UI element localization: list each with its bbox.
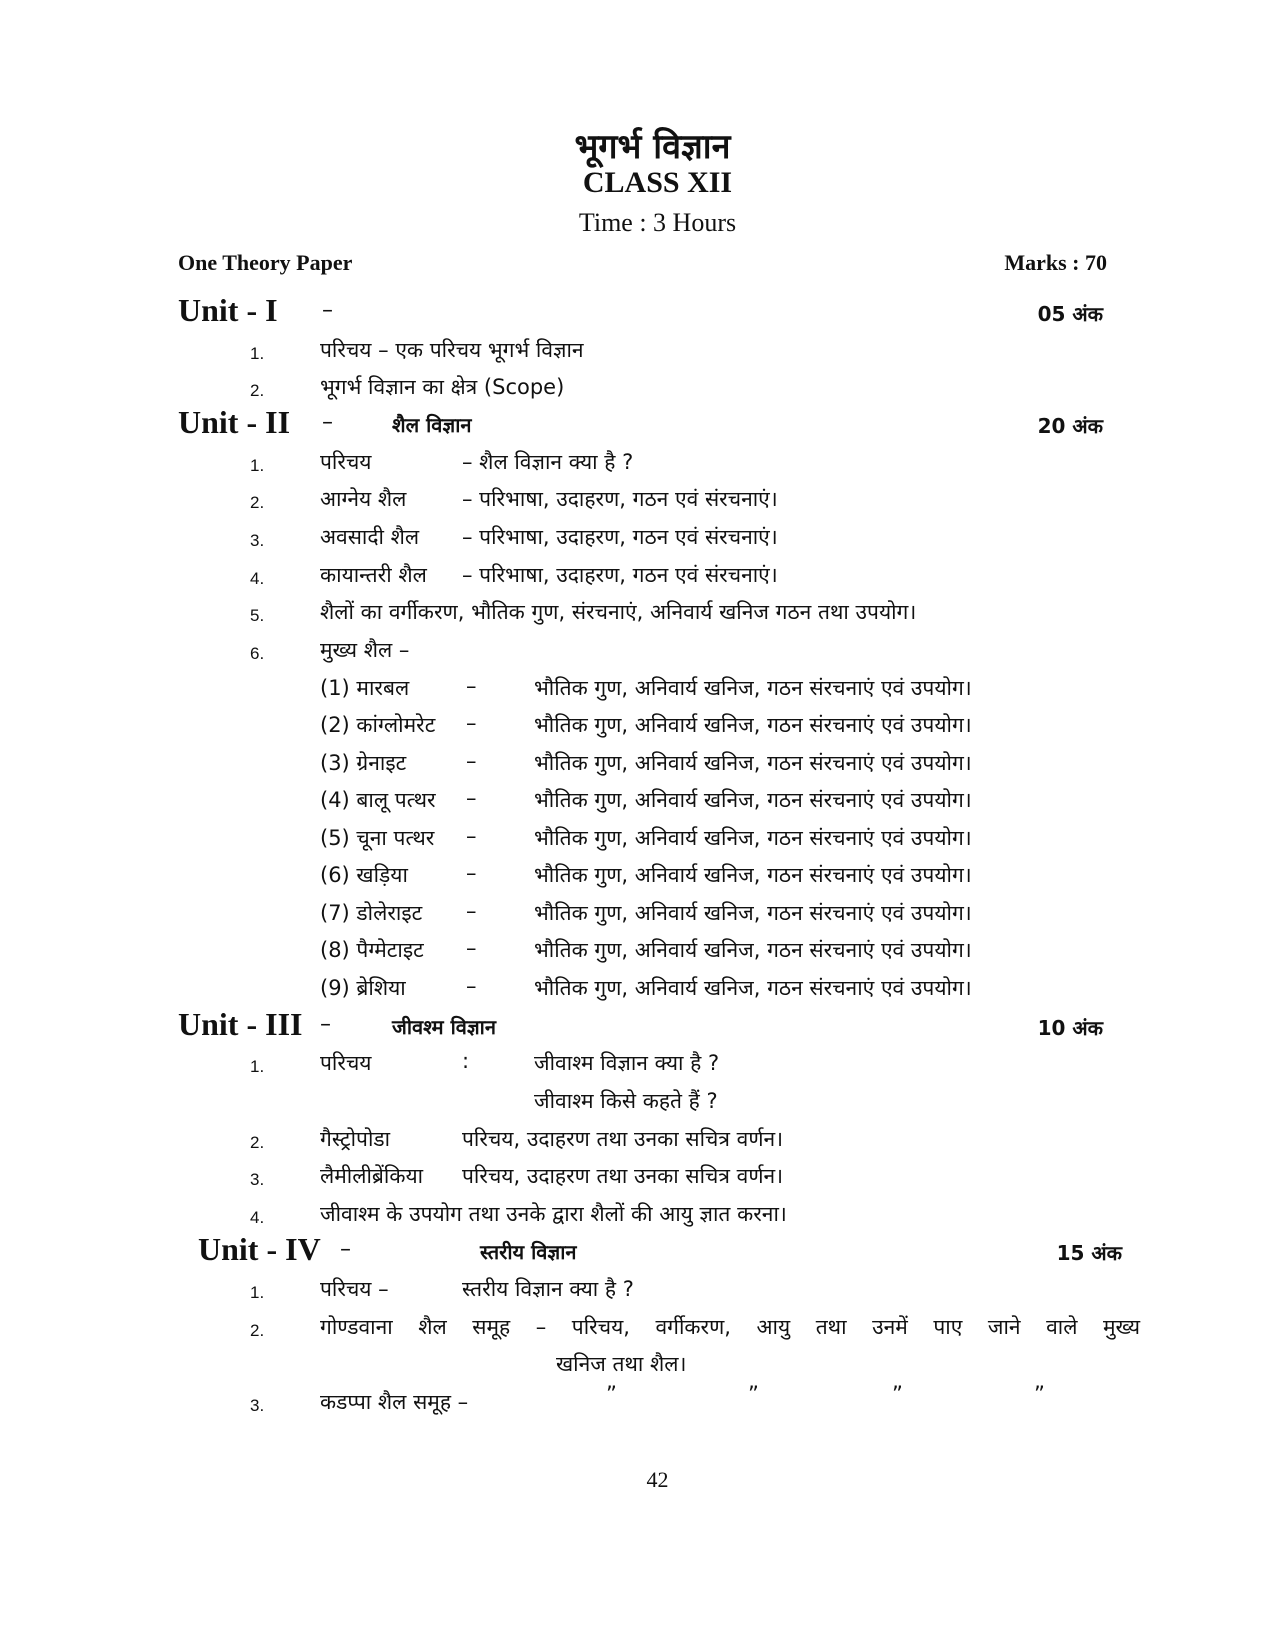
unit-4-item-2-line1: गोण्डवाना शैल समूह – परिचय, वर्गीकरण, आयु तथा उनमें पाए जाने वाले मुख्य — [320, 1315, 1140, 1339]
unit-2-item-2-term: आग्नेय शैल — [320, 487, 407, 511]
unit-3-item-4-text: जीवाश्म के उपयोग तथा उनके द्वारा शैलों की आयु ज्ञात करना। — [320, 1202, 787, 1226]
ditto-mark: ” — [1034, 1382, 1045, 1406]
unit-2-subject: शैल विज्ञान — [392, 413, 472, 437]
ditto-mark: ” — [606, 1382, 617, 1406]
unit-4-item-1-no: 1. — [250, 1283, 265, 1302]
unit-2-item-3-no: 3. — [250, 531, 265, 550]
rock-desc: भौतिक गुण, अनिवार्य खनिज, गठन संरचनाएं एवं उपयोग। — [534, 826, 972, 850]
unit-3-item-1-no: 1. — [250, 1057, 265, 1076]
unit-4-dash: – — [340, 1237, 351, 1262]
unit-1-item-1-text: परिचय – एक परिचय भूगर्भ विज्ञान — [320, 338, 584, 362]
unit-2-item-2-no: 2. — [250, 493, 265, 512]
ditto-mark: ” — [748, 1382, 759, 1406]
rock-desc: भौतिक गुण, अनिवार्य खनिज, गठन संरचनाएं एवं उपयोग। — [534, 938, 972, 962]
unit-3-item-2-desc: परिचय, उदाहरण तथा उनका सचित्र वर्णन। — [462, 1127, 784, 1151]
unit-2-item-1-no: 1. — [250, 456, 265, 475]
rock-name: (8) पैग्मेटाइट — [320, 938, 424, 962]
unit-3-label: Unit - III — [178, 1006, 303, 1042]
rock-dash: – — [466, 824, 477, 848]
unit-3-item-3-desc: परिचय, उदाहरण तथा उनका सचित्र वर्णन। — [462, 1164, 784, 1188]
rock-name: (9) ब्रेशिया — [320, 976, 406, 1000]
unit-3-item-3-term: लैमीलीब्रेंकिया — [320, 1164, 424, 1188]
unit-3-item-2-term: गैस्ट्रोपोडा — [320, 1127, 391, 1151]
unit-2-item-3-term: अवसादी शैल — [320, 525, 420, 549]
unit-2-item-1-desc: – शैल विज्ञान क्या है ? — [462, 450, 634, 474]
rock-dash: – — [466, 861, 477, 885]
unit-3-dash: – — [320, 1012, 331, 1037]
rock-dash: – — [466, 899, 477, 923]
class-label: CLASS XII — [582, 166, 733, 199]
unit-4-item-2-line2: खनिज तथा शैल। — [556, 1352, 687, 1376]
unit-2-marks: 20 अंक — [1037, 414, 1103, 438]
rock-desc: भौतिक गुण, अनिवार्य खनिज, गठन संरचनाएं एवं उपयोग। — [534, 676, 972, 700]
unit-3-item-1-line2: जीवाश्म किसे कहते हैं ? — [534, 1089, 718, 1113]
unit-4-item-3-text: कडप्पा शैल समूह – — [320, 1390, 469, 1414]
unit-2-item-4-desc: – परिभाषा, उदाहरण, गठन एवं संरचनाएं। — [462, 563, 778, 587]
unit-2-item-4-term: कायान्तरी शैल — [320, 563, 427, 587]
unit-3-item-3-no: 3. — [250, 1170, 265, 1189]
page-number: 42 — [646, 1467, 669, 1492]
unit-2-item-1-term: परिचय — [320, 450, 372, 474]
rock-dash: – — [466, 711, 477, 735]
rock-desc: भौतिक गुण, अनिवार्य खनिज, गठन संरचनाएं एवं उपयोग। — [534, 976, 972, 1000]
unit-4-marks: 15 अंक — [1056, 1241, 1122, 1265]
unit-1-label: Unit - I — [178, 292, 278, 328]
rock-dash: – — [466, 786, 477, 810]
rock-name: (1) मारबल — [320, 676, 410, 700]
unit-1-item-2-text: भूगर्भ विज्ञान का क्षेत्र (Scope) — [320, 375, 565, 399]
unit-3-item-1-colon: : — [462, 1049, 470, 1073]
unit-3-marks: 10 अंक — [1037, 1016, 1103, 1040]
marks-total: Marks : 70 — [1004, 250, 1107, 275]
unit-4-item-3-no: 3. — [250, 1396, 265, 1415]
unit-2-dash: – — [322, 410, 333, 435]
unit-4-item-2-no: 2. — [250, 1321, 265, 1340]
unit-3-item-1-line1: जीवाश्म विज्ञान क्या है ? — [534, 1051, 720, 1075]
unit-3-subject: जीवश्म विज्ञान — [392, 1015, 496, 1039]
rock-name: (4) बालू पत्थर — [320, 788, 436, 812]
unit-3-item-4-no: 4. — [250, 1208, 265, 1227]
rock-name: (3) ग्रेनाइट — [320, 751, 407, 775]
unit-3-item-1-term: परिचय — [320, 1051, 372, 1075]
unit-2-item-5-no: 5. — [250, 606, 265, 625]
rock-name: (2) कांग्लोमरेट — [320, 713, 436, 737]
unit-2-item-5-text: शैलों का वर्गीकरण, भौतिक गुण, संरचनाएं, अनिवार्य खनिज गठन तथा उपयोग। — [320, 600, 917, 624]
rock-desc: भौतिक गुण, अनिवार्य खनिज, गठन संरचनाएं एवं उपयोग। — [534, 863, 972, 887]
unit-2-item-3-desc: – परिभाषा, उदाहरण, गठन एवं संरचनाएं। — [462, 525, 778, 549]
unit-2-item-4-no: 4. — [250, 569, 265, 588]
rock-dash: – — [466, 936, 477, 960]
page-title-hindi: भूगर्भ विज्ञान — [574, 127, 731, 167]
unit-4-item-1-term: परिचय – — [320, 1277, 389, 1301]
unit-2-item-6-no: 6. — [250, 644, 265, 663]
rock-desc: भौतिक गुण, अनिवार्य खनिज, गठन संरचनाएं एवं उपयोग। — [534, 713, 972, 737]
rock-name: (7) डोलेराइट — [320, 901, 423, 925]
unit-4-subject: स्तरीय विज्ञान — [480, 1240, 577, 1264]
rock-name: (6) खड़िया — [320, 863, 408, 887]
ditto-mark: ” — [892, 1382, 903, 1406]
unit-1-dash: – — [322, 298, 333, 323]
unit-2-label: Unit - II — [178, 404, 291, 440]
rock-desc: भौतिक गुण, अनिवार्य खनिज, गठन संरचनाएं एवं उपयोग। — [534, 788, 972, 812]
time-label: Time : 3 Hours — [578, 208, 737, 237]
unit-1-marks: 05 अंक — [1037, 302, 1103, 326]
unit-2-item-2-desc: – परिभाषा, उदाहरण, गठन एवं संरचनाएं। — [462, 487, 778, 511]
unit-3-item-2-no: 2. — [250, 1133, 265, 1152]
rock-desc: भौतिक गुण, अनिवार्य खनिज, गठन संरचनाएं एवं उपयोग। — [534, 901, 972, 925]
rock-name: (5) चूना पत्थर — [320, 826, 435, 850]
paper-label: One Theory Paper — [178, 250, 353, 275]
unit-4-label: Unit - IV — [198, 1231, 321, 1267]
unit-1-item-1-no: 1. — [250, 344, 265, 363]
rock-dash: – — [466, 974, 477, 998]
unit-1-item-2-no: 2. — [250, 381, 265, 400]
rock-dash: – — [466, 674, 477, 698]
rock-desc: भौतिक गुण, अनिवार्य खनिज, गठन संरचनाएं एवं उपयोग। — [534, 751, 972, 775]
unit-2-item-6-text: मुख्य शैल – — [320, 638, 410, 662]
rock-dash: – — [466, 749, 477, 773]
unit-4-item-1-desc: स्तरीय विज्ञान क्या है ? — [462, 1277, 634, 1301]
